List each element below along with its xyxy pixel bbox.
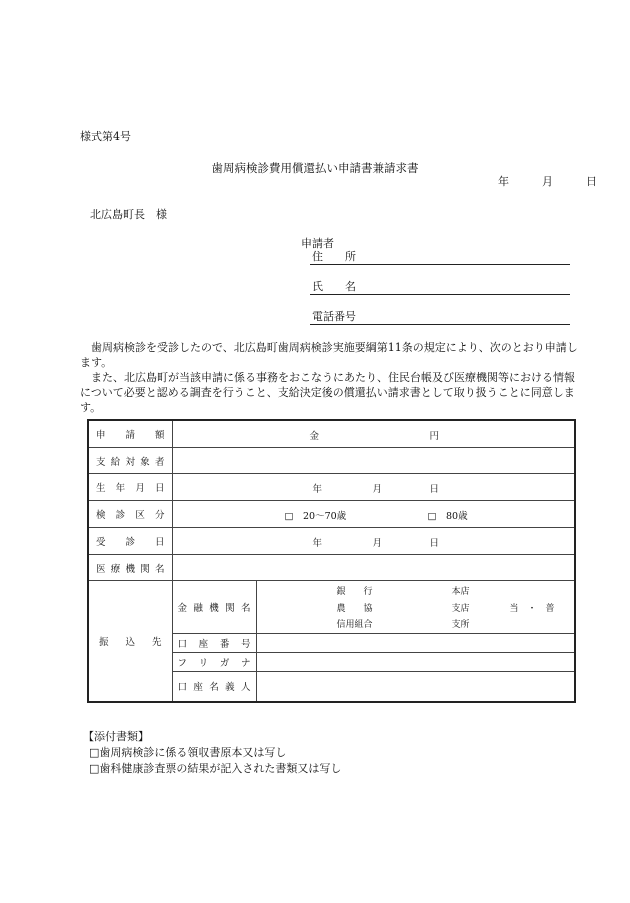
label-char: 象 (140, 456, 150, 468)
currency-yen: 円 (429, 431, 440, 442)
spread-label (89, 454, 172, 468)
label-char: 受 (96, 537, 106, 548)
label-char: 診 (125, 537, 135, 548)
label-char: 分 (154, 510, 165, 521)
birth-year: 年 (312, 484, 323, 495)
branch-type-main: 本店 (451, 587, 470, 597)
label-char: 区 (135, 510, 145, 521)
label-char: 融 (193, 603, 203, 614)
label-char: 名 (240, 603, 251, 614)
label-char: 番 (219, 639, 230, 650)
label-char: 込 (125, 636, 135, 648)
label-char: 号 (240, 639, 251, 650)
phone-field[interactable] (310, 308, 570, 325)
exam-year: 年 (312, 538, 323, 549)
account-number-field[interactable] (256, 634, 575, 653)
phone-label: 電話番号 (312, 310, 356, 323)
bank-label (172, 581, 256, 634)
address-label: 住 所 (312, 250, 356, 263)
document-title: 歯周病検診費用償還払い申請書兼請求書 (211, 161, 419, 175)
label-char: 検 (96, 510, 106, 521)
application-table (87, 419, 576, 703)
attachment-dental-report[interactable]: □歯科健康診査票の結果が記入された書類又は写し (89, 762, 342, 775)
label-char: 名 (209, 682, 219, 694)
spread-label (89, 427, 172, 441)
account-type: 当 ・ 普 (509, 604, 555, 614)
bank-field[interactable] (256, 581, 575, 634)
birth-day: 日 (429, 484, 440, 495)
label-char: 日 (154, 483, 165, 494)
paragraph-application: 歯周病検診を受診したので、北広島町歯周病検診実施要綱第11条の規定により、次のとおり申請します。 (80, 341, 578, 369)
label-char: 療 (110, 563, 121, 575)
label-char: 生 (96, 483, 106, 494)
label-char: 請 (125, 430, 135, 441)
recipient: 北広島町長 様 (90, 208, 167, 221)
label-char: 振 (99, 636, 109, 648)
spread-label (173, 679, 256, 693)
label-char: 関 (140, 563, 150, 575)
account-number-label (172, 634, 256, 653)
label-char: 機 (125, 563, 135, 575)
label-char: 月 (135, 483, 145, 494)
branch-type-branch: 支店 (451, 604, 470, 614)
label-char: 人 (240, 682, 251, 694)
label-char: 年 (115, 483, 126, 494)
exam-date-field[interactable] (172, 528, 575, 555)
label-char: フ (177, 658, 188, 669)
amount-field[interactable] (172, 420, 575, 448)
birth-month: 月 (372, 484, 383, 495)
label-char: 金 (177, 603, 188, 614)
institution-label (88, 555, 172, 581)
label-char: 申 (96, 430, 106, 441)
spread-label (89, 561, 172, 575)
date-day: 日 (586, 175, 597, 188)
transfer-label (88, 581, 172, 702)
branch-type-office: 支所 (451, 620, 470, 630)
option-20-70-checkbox[interactable]: □ 20～70歳 (284, 511, 347, 522)
spread-label (173, 600, 256, 614)
label-char: 口 (177, 682, 188, 694)
furigana-label (172, 653, 256, 672)
label-char: 給 (110, 456, 121, 468)
account-holder-field[interactable] (256, 672, 575, 702)
applicant-label: 申請者 (301, 237, 334, 250)
exam-category-field (172, 501, 575, 528)
exam-day: 日 (429, 538, 440, 549)
spread-label (173, 655, 256, 669)
account-holder-label (172, 672, 256, 702)
label-char: 額 (154, 430, 165, 441)
attachments-title: 【添付書類】 (83, 730, 149, 743)
exam-category-label (88, 501, 172, 528)
currency-kin: 金 (309, 431, 320, 442)
spread-label (89, 507, 172, 521)
label-char: 関 (225, 603, 235, 614)
name-label: 氏 名 (312, 280, 356, 293)
furigana-field[interactable] (256, 653, 575, 672)
label-char: 者 (154, 456, 165, 468)
label-char: 座 (193, 682, 203, 694)
amount-label (88, 420, 172, 448)
option-80-checkbox[interactable]: □ 80歳 (427, 511, 468, 522)
spread-label (89, 480, 172, 494)
date-line (498, 173, 597, 189)
beneficiary-field[interactable] (172, 448, 575, 474)
name-field[interactable] (310, 278, 570, 295)
label-char: 口 (177, 639, 188, 650)
form-number: 様式第4号 (80, 130, 131, 143)
label-char: 支 (96, 456, 106, 468)
bank-type-credit-union: 信用組合 (336, 620, 373, 630)
label-char: 診 (115, 510, 126, 521)
exam-month: 月 (372, 538, 383, 549)
label-char: 対 (125, 456, 135, 468)
bank-type-bank: 銀 行 (336, 587, 373, 597)
beneficiary-label (88, 448, 172, 474)
birthdate-label (88, 474, 172, 501)
attachment-receipt[interactable]: □歯周病検診に係る領収書原本又は写し (89, 746, 287, 759)
label-char: 機 (209, 603, 219, 614)
spread-label (89, 534, 172, 548)
label-char: 義 (225, 682, 235, 694)
date-year: 年 (498, 175, 509, 188)
exam-date-label (88, 528, 172, 555)
label-char: 日 (154, 537, 165, 548)
spread-label (89, 634, 172, 648)
label-char: 座 (198, 639, 209, 650)
label-char: 先 (151, 636, 162, 648)
date-month: 月 (542, 175, 553, 188)
paragraph-consent: また、北広島町が当該申請に係る事務をおこなうにあたり、住民台帳及び医療機関等における情報について必要と認める調査を行うこと、支給決定後の償還払い請求書として取り扱うことに同意します。 (80, 371, 575, 414)
label-char: ナ (240, 658, 251, 669)
spread-label (173, 636, 256, 650)
label-char: 医 (96, 563, 106, 575)
label-char: リ (198, 658, 209, 669)
label-char: ガ (219, 658, 230, 669)
bank-type-ja: 農 協 (336, 604, 373, 614)
label-char: 名 (154, 563, 165, 575)
birthdate-field[interactable] (172, 474, 575, 501)
address-field[interactable] (310, 248, 570, 265)
institution-field[interactable] (172, 555, 575, 581)
